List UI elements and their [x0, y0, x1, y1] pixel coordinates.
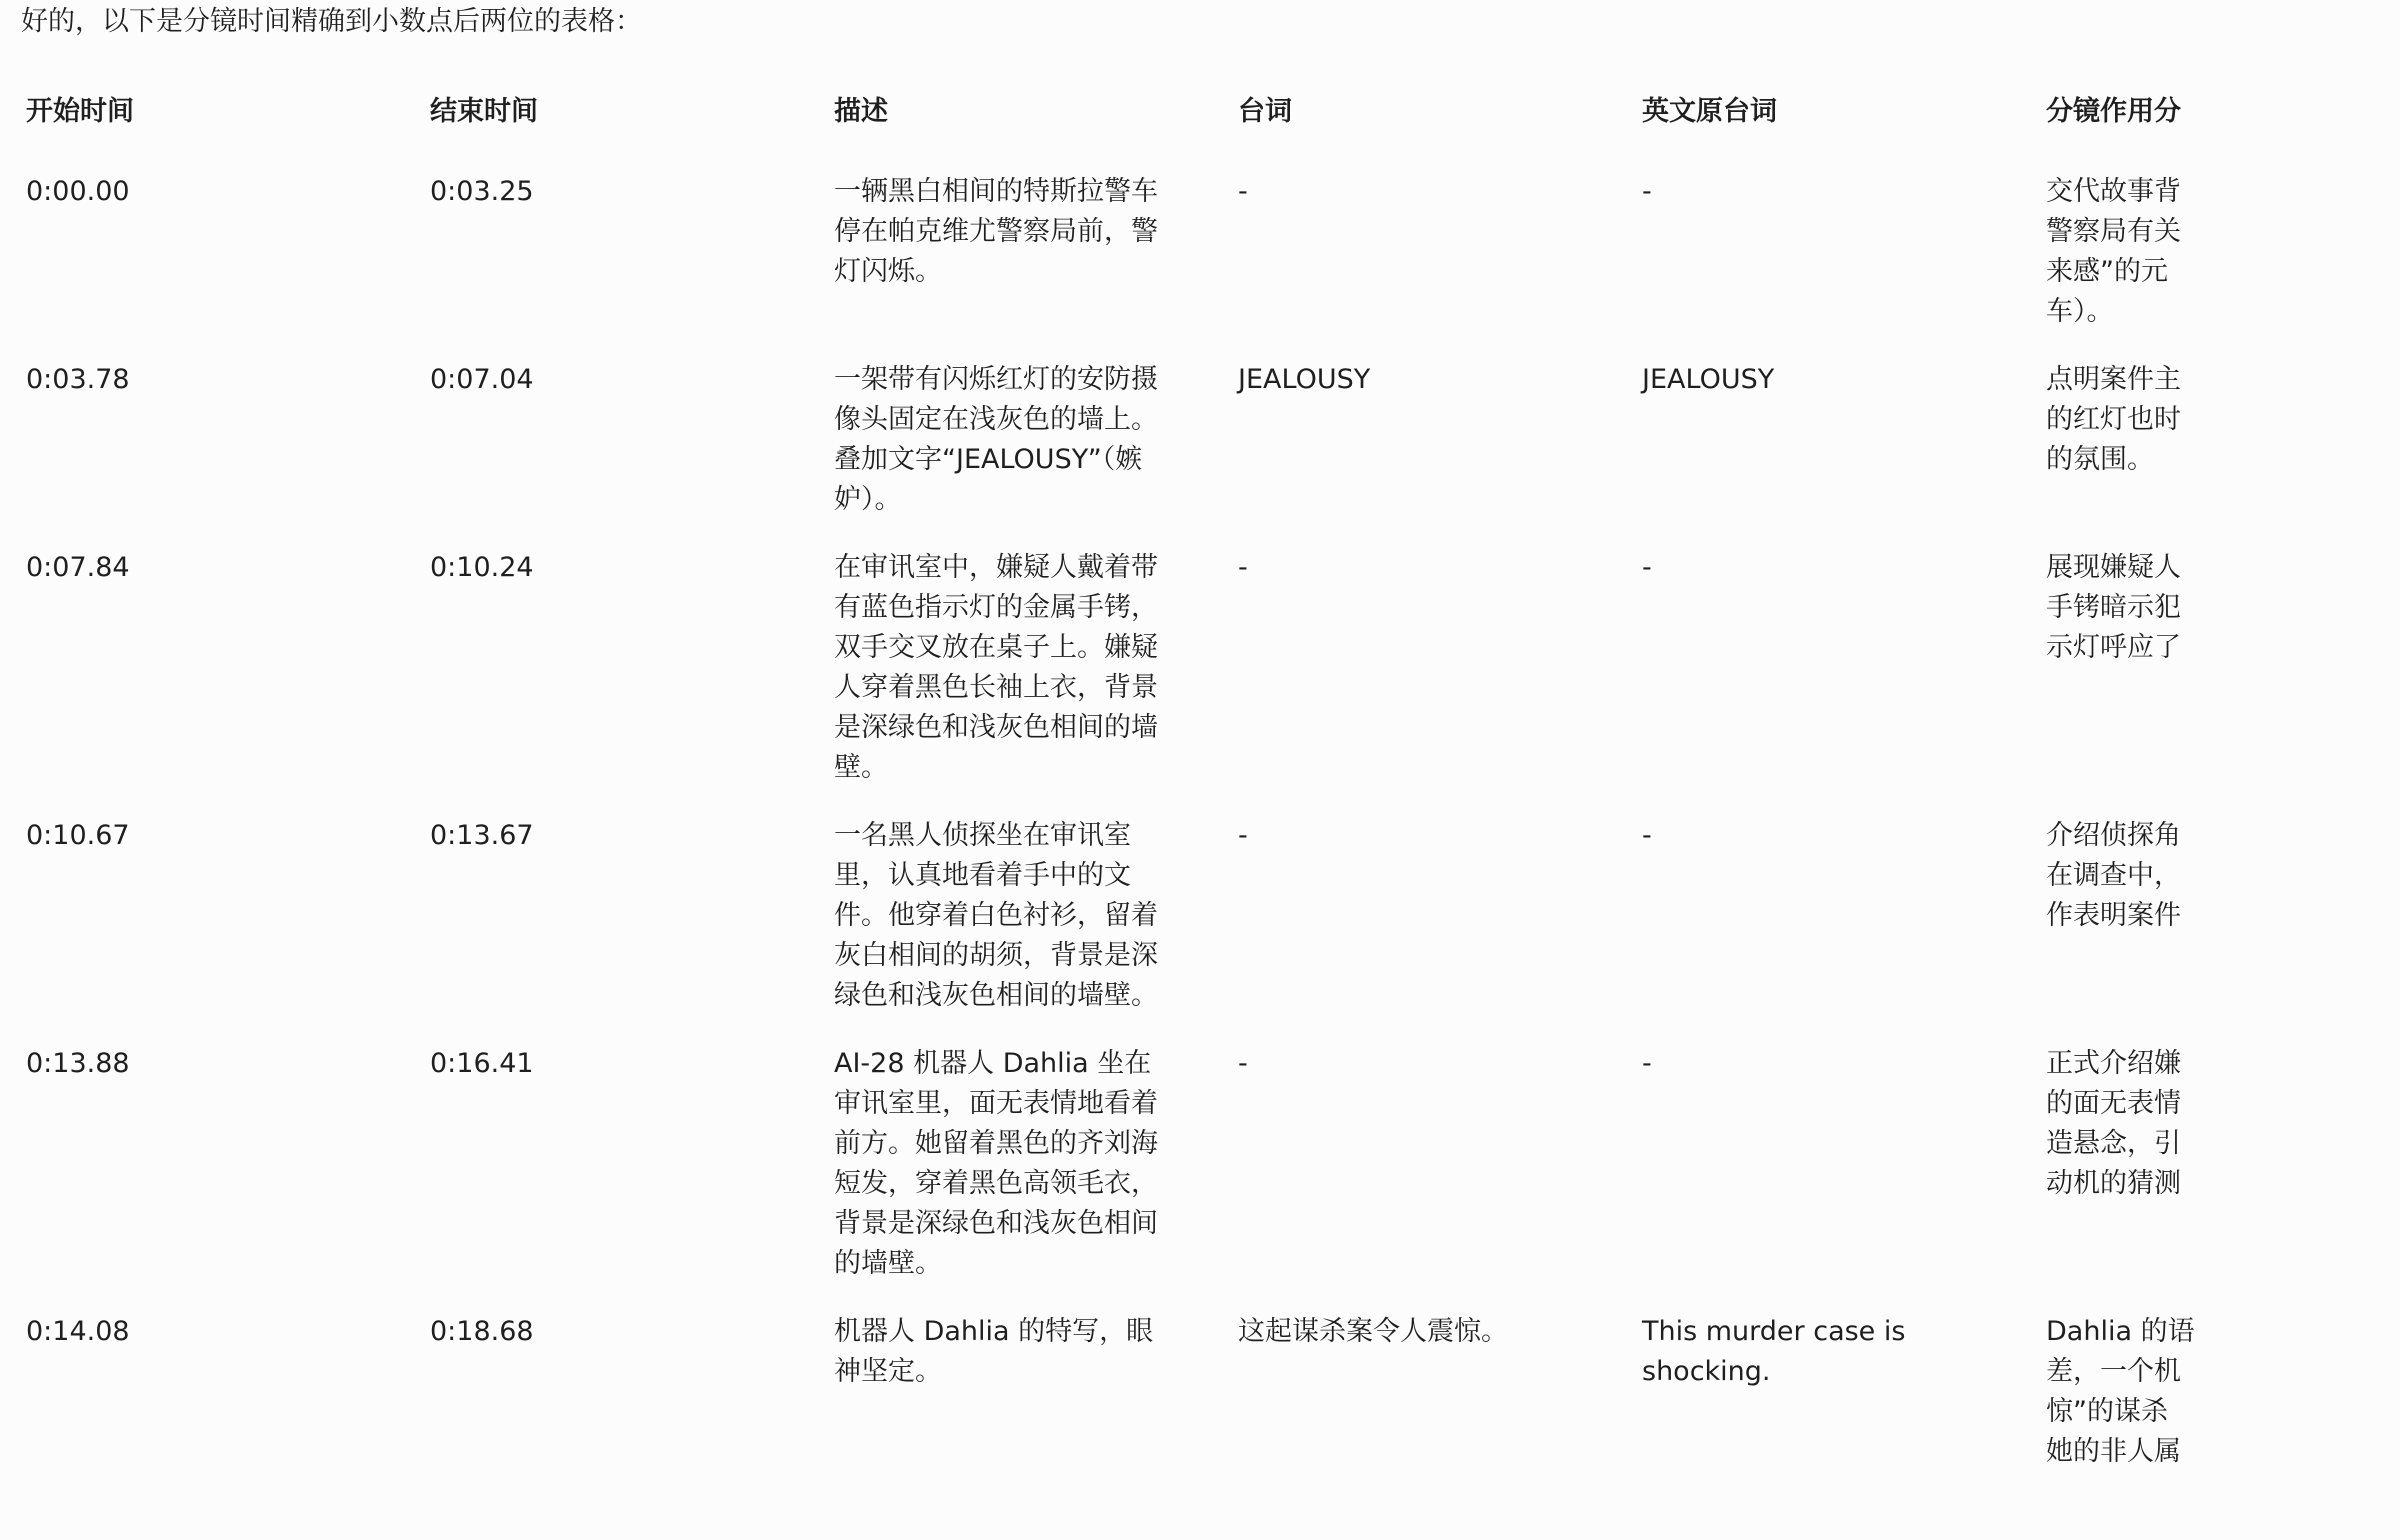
cell-start-time: 0:00.00 — [26, 176, 130, 207]
cell-description: 一架带有闪烁红灯的安防摄像头固定在浅灰色的墙上。叠加文字“JEALOUSY”（嫉妒）。 — [834, 364, 1158, 515]
cell-english-line: - — [1642, 820, 1652, 851]
intro-text: 好的，以下是分镜时间精确到小数点后两位的表格： — [21, 6, 642, 37]
header-start-time: 开始时间 — [26, 96, 134, 127]
cell-end-time: 0:18.68 — [430, 1316, 534, 1347]
cell-line: - — [1238, 820, 1248, 851]
cell-end-time: 0:07.04 — [430, 364, 534, 395]
cell-start-time: 0:13.88 — [26, 1048, 130, 1079]
table-row — [0, 816, 2400, 1044]
header-line: 台词 — [1238, 96, 1292, 127]
cell-end-time: 0:13.67 — [430, 820, 534, 851]
cell-end-time: 0:03.25 — [430, 176, 534, 207]
cell-shot-role: 点明案件主 的红灯也时 的氛围。 — [2046, 364, 2181, 475]
cell-line: - — [1238, 1048, 1248, 1079]
cell-line: - — [1238, 552, 1248, 583]
cell-end-time: 0:10.24 — [430, 552, 534, 583]
cell-description: AI-28 机器人 Dahlia 坐在审讯室里，面无表情地看着前方。她留着黑色的齐刘海短发，穿着黑色高领毛衣，背景是深绿色和浅灰色相间的墙壁。 — [834, 1048, 1158, 1279]
cell-line: - — [1238, 176, 1248, 207]
cell-shot-role: 展现嫌疑人 手铐暗示犯 示灯呼应了 — [2046, 552, 2181, 663]
cell-line: 这起谋杀案令人震惊。 — [1238, 1316, 1508, 1347]
header-english-line: 英文原台词 — [1642, 96, 1777, 127]
cell-shot-role: 交代故事背 警察局有关 来感”的元 车）。 — [2046, 176, 2181, 327]
cell-start-time: 0:10.67 — [26, 820, 130, 851]
header-end-time: 结束时间 — [430, 96, 538, 127]
storyboard-table — [0, 80, 2400, 1540]
cell-english-line: - — [1642, 1048, 1652, 1079]
cell-description: 一名黑人侦探坐在审讯室里，认真地看着手中的文件。他穿着白色衬衫，留着灰白相间的胡须，背景是深绿色和浅灰色相间的墙壁。 — [834, 820, 1158, 1011]
cell-start-time: 0:14.08 — [26, 1316, 130, 1347]
cell-line: JEALOUSY — [1238, 364, 1371, 395]
cell-description: 一辆黑白相间的特斯拉警车停在帕克维尤警察局前，警灯闪烁。 — [834, 176, 1158, 287]
cell-english-line: - — [1642, 176, 1652, 207]
cell-start-time: 0:03.78 — [26, 364, 130, 395]
table-row — [0, 1044, 2400, 1312]
cell-description: 在审讯室中，嫌疑人戴着带有蓝色指示灯的金属手铐，双手交叉放在桌子上。嫌疑人穿着黑色长袖上衣，背景是深绿色和浅灰色相间的墙壁。 — [834, 552, 1158, 783]
cell-english-line: This murder case is shocking. — [1642, 1316, 1906, 1387]
cell-start-time: 0:07.84 — [26, 552, 130, 583]
header-description: 描述 — [834, 96, 888, 127]
cell-shot-role: Dahlia 的语 差，一个机 惊”的谋杀 她的非人属 — [2046, 1316, 2195, 1467]
table-row — [0, 172, 2400, 360]
table-row — [0, 360, 2400, 548]
cell-shot-role: 正式介绍嫌 的面无表情 造悬念，引 动机的猜测 — [2046, 1048, 2181, 1199]
cell-end-time: 0:16.41 — [430, 1048, 534, 1079]
cell-shot-role: 介绍侦探角 在调查中， 作表明案件 — [2046, 820, 2181, 931]
table-viewport[interactable] — [0, 80, 2195, 1467]
cell-english-line: - — [1642, 552, 1652, 583]
table-row — [0, 548, 2400, 816]
cell-description: 机器人 Dahlia 的特写，眼神坚定。 — [834, 1316, 1154, 1387]
table-header-row — [0, 80, 2400, 172]
table-row — [0, 1312, 2400, 1540]
header-shot-role: 分镜作用分 — [2046, 96, 2181, 127]
cell-english-line: JEALOUSY — [1642, 364, 1775, 395]
